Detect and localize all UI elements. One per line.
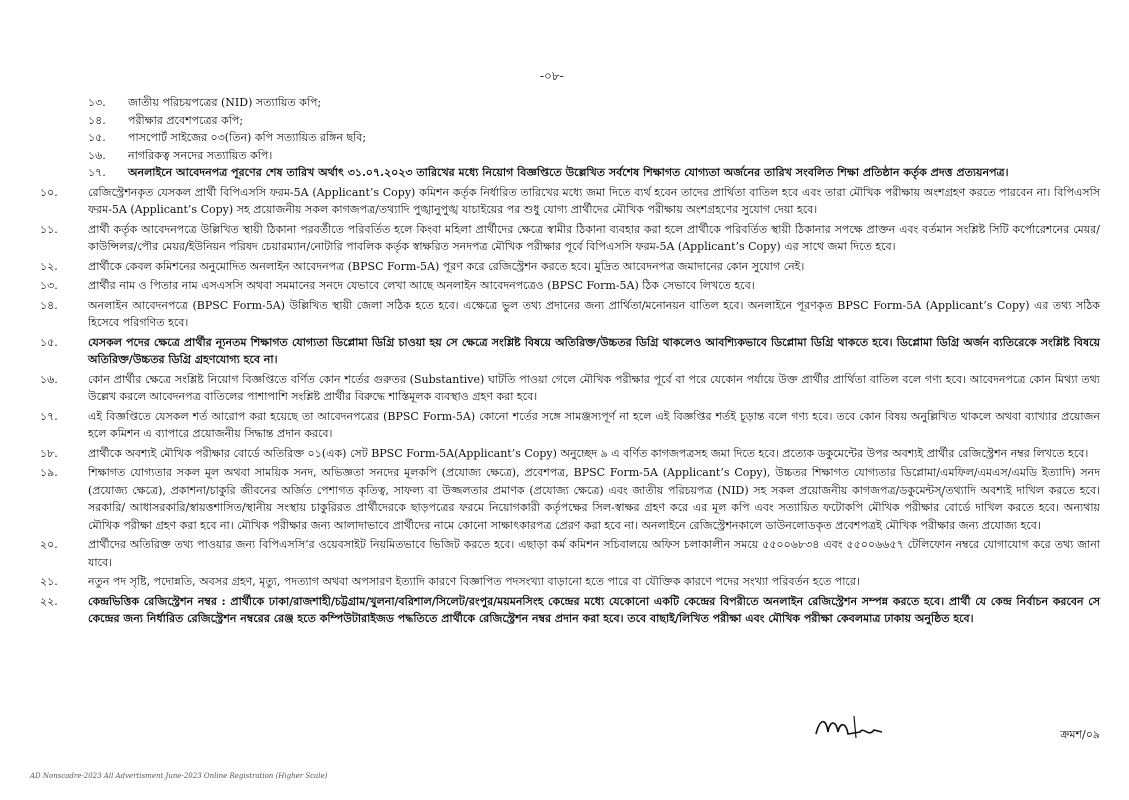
continuation-note: ক্রমশ/০৯	[1060, 728, 1100, 741]
instruction-text: কেন্দ্রভিত্তিক রেজিস্ট্রেশন নম্বর : প্রার্থীকে ঢাকা/রাজশাহী/চট্টগ্রাম/খুলনা/বরিশাল/সিলেট/রংপুর/ময়মনসিংহ কেন্দ্রের মধ্যে যেকোনো একটি কেন্দ্রের বিপরীতে অনলাইন রেজিস্ট্রেশন সম্পন্ন করতে হবে। প্রার্থী যে কেন্দ্র নির্বাচন করবেন সে কেন্দ্রের জন্য নির্ধারিত রেজিস্ট্রেশন নম্বরের রেঞ্জ হতে কম্পিউটারাইজড পদ্ধতিতে প্রার্থীকে রেজিস্ট্রেশন নম্বর প্রদান করা হবে। তবে বাছাই/লিখিত পরীক্ষা এবং মৌখিক পরীক্ষা কেবলমাত্র ঢাকায় অনুষ্ঠিত হবে।	[88, 594, 1100, 625]
instruction-item	[40, 258, 1100, 276]
sub-item	[88, 147, 1100, 165]
page-number: -০৮-	[540, 69, 564, 83]
instruction-number: ১৪.	[40, 298, 58, 312]
sub-item-text: পাসপোর্ট সাইজের ০৩(তিন) কপি সত্যায়িত রঙ্গিন ছবি;	[128, 131, 367, 144]
sub-item-number: ১৩.	[88, 96, 106, 109]
sub-item-number: ১৫.	[88, 131, 106, 144]
instruction-item	[40, 408, 1100, 443]
instruction-number: ২২.	[40, 594, 58, 608]
instruction-item	[40, 221, 1100, 256]
instruction-text: প্রার্থীদের অতিরিক্ত তথ্য পাওয়ার জন্য বিপিএসসি’র ওয়েবসাইট নিয়মিতভাবে ভিজিট করতে হবে। এছাড়া কর্ম কমিশন সচিবালয়ে অফিস চলাকালীন সময়ে ৫৫০০৬৮৩৪ এবং ৫৫০০৬৬৫৭ টেলিফোন নম্বরে যোগাযোগ করে তথ্য জানা যাবে।	[88, 538, 1100, 569]
instruction-number: ২০.	[40, 538, 58, 551]
instruction-item	[40, 445, 1100, 463]
signature-image	[812, 712, 892, 742]
instruction-item	[40, 536, 1100, 571]
instruction-item	[40, 297, 1100, 332]
instruction-text: যেসকল পদের ক্ষেত্রে প্রার্থীর ন্যূনতম শিক্ষাগত যোগ্যতা ডিপ্লোমা ডিগ্রি চাওয়া হয় সে ক্ষেত্রে সংশ্লিষ্ট বিষয়ে অতিরিক্ত/উচ্চতর ডিগ্রি থাকলেও আবশ্যিকভাবে ডিপ্লোমা ডিগ্রি থাকতে হবে। ডিপ্লোমা ডিগ্রি অর্জন ব্যতিরেকে সংশ্লিষ্ট বিষয়ে অতিরিক্ত/উচ্চতর ডিগ্রি গ্রহণযোগ্য হবে না।	[88, 335, 1100, 366]
instruction-text: কোন প্রার্থীর ক্ষেত্রে সংশ্লিষ্ট নিয়োগ বিজ্ঞপ্তিতে বর্ণিত কোন শর্তের গুরুতর (Substantive) ঘাটতি পাওয়া গেলে মৌখিক পরীক্ষার পূর্বে বা পরে যেকোন পর্যায়ে উক্ত প্রার্থীর প্রার্থিতা বাতিল বলে গণ্য হবে। আবেদনপত্রে কোন মিথ্যা তথ্য উল্লেখ করলে আবেদনপত্র বাতিলের পাশাপাশি সংশ্লিষ্ট প্রার্থীর বিরুদ্ধে শাস্তিমূলক ব্যবস্থাও গ্রহণ করা হবে।	[88, 372, 1100, 403]
instruction-number: ১৫.	[40, 335, 58, 349]
instruction-number: ২১.	[40, 575, 58, 588]
sub-item	[88, 129, 1100, 147]
instruction-number: ১৮.	[40, 446, 58, 460]
sub-item-text: নাগরিকত্ব সনদের সত্যায়িত কপি।	[128, 148, 273, 162]
instruction-item	[40, 573, 1100, 591]
instruction-number: ১২.	[40, 259, 58, 273]
instruction-item	[40, 464, 1100, 534]
sub-item-number: ১৬.	[88, 148, 106, 162]
sub-item	[88, 164, 1100, 182]
instruction-text: প্রার্থী কর্তৃক আবেদনপত্রে উল্লিখিত স্থায়ী ঠিকানা পরবর্তীতে পরিবর্তিত হলে কিংবা মহিলা প্রার্থীদের ক্ষেত্রে স্বামীর ঠিকানা ব্যবহার করা হলে প্রার্থীকে পরিবর্তিত স্থায়ী ঠিকানার সপক্ষে প্রাক্তন এবং বর্তমান সংশ্লিষ্ট সিটি কর্পোরেশনের মেয়র/কাউন্সিলর/পৌর মেয়র/ইউনিয়ন পরিষদ চেয়ারম্যান/নোটারি পাবলিক কর্তৃক স্বাক্ষরিত সনদপত্র মৌখিক পরীক্ষার পূর্বে বিপিএসসি ফরম-5A (Applicant’s Copy) এর সাথে জমা দিতে হবে।	[88, 222, 1100, 253]
instruction-number: ১০.	[40, 185, 58, 199]
document-body	[40, 94, 1100, 628]
instruction-text: শিক্ষাগত যোগ্যতার সকল মূল অথবা সাময়িক সনদ, অভিজ্ঞতা সনদের মূলকপি (প্রযোজ্য ক্ষেত্রে), প্রবেশপত্র, BPSC Form-5A (Applicant’s Copy), উচ্চতর শিক্ষাগত যোগ্যতার ডিপ্লোমা/এমফিল/এমএস/এমডি ইত্যাদি) সনদ (প্রযোজ্য ক্ষেত্রে), প্রকাশনা/চাকুরি জীবনের অর্জিত পেশাগত কৃতিত্ব, সাফল্য বা উজ্জলতার প্রমাণক (প্রযোজ্য ক্ষেত্রে) এবং জাতীয় পরিচয়পত্র (NID) সহ সকল প্রয়োজনীয় কাগজপত্র/ডকুমেন্টস্/তথ্যাদি অবশ্যই দাখিল করতে হবে। সরকারি/ আধাসরকারি/স্বায়ত্তশাসিত/স্থানীয় সংস্থায় চাকুরিরত প্রার্থীদেরকে ছাড়পত্রের ফরমে নিয়োগকারী কর্তৃপক্ষের সিল-স্বাক্ষর গ্রহণ করে এর মূল কপি এবং সত্যায়িত ফটোকপি মৌখিক পরীক্ষার বোর্ডে দাখিল করতে হবে। অন্যথায় মৌখিক পরীক্ষা গ্রহণ করা হবে না। মৌখিক পরীক্ষার জন্য আলাদাভাবে প্রার্থীদের নামে কোনো সাক্ষাৎকারপত্র প্রেরণ করা হবে না। অনলাইনে রেজিস্ট্রেশনকালে ডাউনলোডকৃত প্রবেশপত্রই মৌখিক পরীক্ষার জন্য প্রযোজ্য হবে।	[88, 466, 1100, 532]
attachment-sub-list	[40, 94, 1100, 182]
sub-item-text: পরীক্ষার প্রবেশপত্রের কপি;	[128, 113, 244, 127]
instruction-text: প্রার্থীর নাম ও পিতার নাম এসএসসি অথবা সমমানের সনদে যেভাবে লেখা আছে অনলাইন আবেদনপত্রেও (BPSC Form-5A) ঠিক সেভাবে লিখতে হবে।	[88, 279, 755, 292]
instruction-number: ১৯.	[40, 466, 58, 479]
instruction-number: ১১.	[40, 222, 58, 236]
instruction-item	[40, 371, 1100, 406]
instruction-text: রেজিস্ট্রেশনকৃত যেসকল প্রার্থী বিপিএসসি ফরম-5A (Applicant’s Copy) কমিশন কর্তৃক নির্ধারিত তারিখের মধ্যে জমা দিতে ব্যর্থ হবেন তাদের প্রার্থিতা বাতিল হবে এবং তারা মৌখিক পরীক্ষায় অংশগ্রহণ করতে পারবেন না। বিপিএসসি ফরম-5A (Applicant’s Copy) সহ প্রয়োজনীয় সকল কাগজপত্র/তথ্যাদি পুঙ্খানুপুঙ্খ যাচাইয়ের পর শুধু যোগ্য প্রার্থীদের মৌখিক পরীক্ষায় অংশগ্রহণের সুযোগ দেয়া হবে।	[88, 185, 1100, 216]
instruction-number: ১৩.	[40, 279, 58, 292]
instruction-item	[40, 184, 1100, 219]
sub-item-text: জাতীয় পরিচয়পত্রের (NID) সত্যায়িত কপি;	[128, 96, 322, 109]
instruction-item	[40, 334, 1100, 369]
instruction-text: এই বিজ্ঞপ্তিতে যেসকল শর্ত আরোপ করা হয়েছে তা আবেদনপত্রের (BPSC Form-5A) কোনো শর্তের সঙ্গে সামঞ্জস্যপূর্ণ না হলে এই বিজ্ঞপ্তির শর্তই চূড়ান্ত বলে গণ্য হবে। তবে কোন বিষয় অনুল্লিখিত থাকলে অথবা ব্যাখ্যার প্রয়োজন হলে কমিশন এ ব্যাপারে প্রয়োজনীয় সিদ্ধান্ত প্রদান করবে।	[88, 409, 1100, 440]
instruction-item	[40, 277, 1100, 295]
instruction-text: প্রার্থীকে অবশ্যই মৌখিক পরীক্ষার বোর্ডে অতিরিক্ত ০১(এক) সেট BPSC Form-5A(Applicant’s Copy) অনুচ্ছেদ ৯ এ বর্ণিত কাগজপত্রসহ জমা দিতে হবে। প্রত্যেক ডকুমেন্টের উপর অবশ্যই প্রার্থীর রেজিস্ট্রেশন নম্বর লিখতে হবে।	[88, 446, 1089, 460]
footer-note: AD Nonscadre-2023 All Advertisment June-2023 Online Registration (Higher Scale)	[30, 772, 328, 780]
sub-item-number: ১৭.	[88, 166, 106, 179]
sub-item-text: অনলাইনে আবেদনপত্র পূরণের শেষ তারিখ অর্থাৎ ৩১.০৭.২০২৩ তারিখের মধ্যে নিয়োগ বিজ্ঞপ্তিতে উল্লেখিত সর্বশেষ শিক্ষাগত যোগ্যতা অর্জনের তারিখ সংবলিত শিক্ষা প্রতিষ্ঠান কর্তৃক প্রদত্ত প্রত্যয়নপত্র।	[128, 166, 1009, 179]
instruction-text: নতুন পদ সৃষ্টি, পদোন্নতি, অবসর গ্রহণ, মৃত্যু, পদত্যাগ অথবা অপসারণ ইত্যাদি কারণে বিজ্ঞাপিত পদসংখ্যা বাড়ানো হতে পারে বা যৌক্তিক কারণে পদের সংখ্যা পরিবর্তন হতে পারে।	[88, 575, 860, 588]
sub-item-number: ১৪.	[88, 113, 106, 127]
instruction-number: ১৬.	[40, 372, 58, 386]
instruction-list	[40, 184, 1100, 628]
instruction-item	[40, 593, 1100, 628]
sub-item	[88, 94, 1100, 112]
signoff	[800, 708, 1100, 748]
instruction-text: অনলাইন আবেদনপত্রে (BPSC Form-5A) উল্লিখিত স্থায়ী জেলা সঠিক হতে হবে। এক্ষেত্রে ভুল তথ্য প্রদানের জন্য প্রার্থিতা/মনোনয়ন বাতিল হবে। অনলাইনে পূরণকৃত BPSC Form-5A (Applicant’s Copy) এর তথ্য সঠিক হিসেবে পরিগণিত হবে।	[88, 298, 1100, 329]
sub-item	[88, 112, 1100, 130]
instruction-text: প্রার্থীকে কেবল কমিশনের অনুমোদিত অনলাইন আবেদনপত্র (BPSC Form-5A) পূরণ করে রেজিস্ট্রেশন করতে হবে। মুদ্রিত আবেদনপত্র জমাদানের কোন সুযোগ নেই।	[88, 259, 805, 273]
instruction-number: ১৭.	[40, 409, 58, 423]
